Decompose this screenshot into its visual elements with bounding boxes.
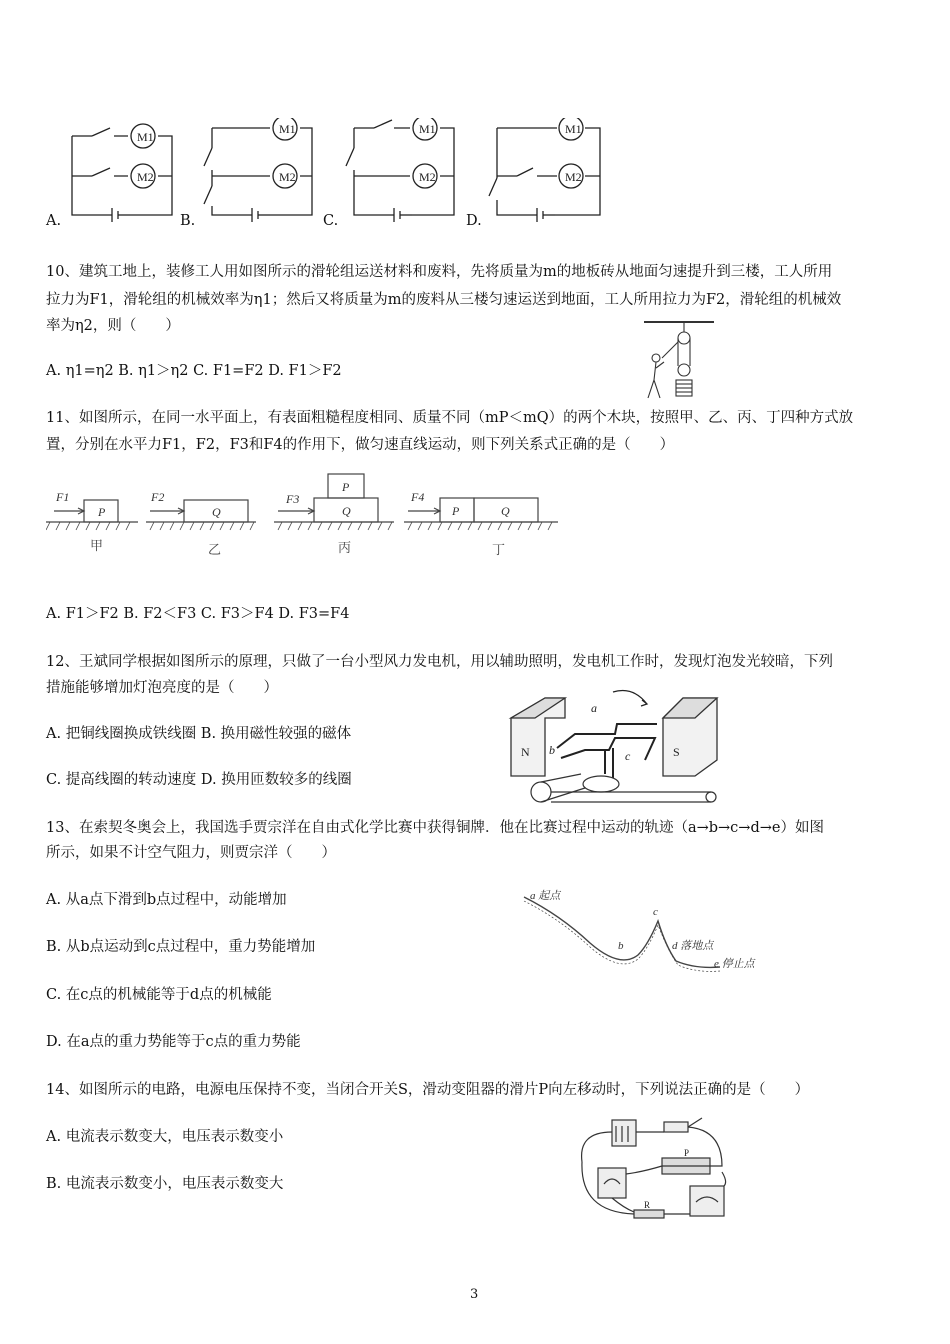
point-a-start-label: a 起点 [530,890,561,902]
label-bing: 丙 [338,540,352,555]
q14-option-b: B. 电流表示数变小，电压表示数变大 [46,1176,284,1192]
point-b-label: b [549,743,555,757]
circuit-a [72,124,172,222]
page-number: 3 [470,1287,479,1302]
circuit-c [346,118,454,222]
q12-text-line2: 措施能够增加灯泡亮度的是（ ） [46,680,278,696]
q12-text-line1: 12、王斌同学根据如图所示的原理，只做了一台小型风力发电机，用以辅助照明，发电机工作时，发现灯泡发光较暗，下列 [46,654,833,670]
f3-label: F3 [286,492,300,506]
circuit-b [204,118,312,222]
q9-option-a: A. [46,213,62,229]
circuit-d [489,118,600,222]
q11-text-line1: 11、如图所示，在同一水平面上，有表面粗糙程度相同、质量不同（mP＜mQ）的两个木块，按照甲、乙、丙、丁四种方式放 [46,410,854,426]
q13-text-line1: 13、在索契冬奥会上，我国选手贾宗洋在自由式化学比赛中获得铜牌．他在比赛过程中运动的轨迹（a→b→c→d→e）如图 [46,820,824,836]
q9-option-d: D. [466,213,482,229]
label-jia: 甲 [90,538,104,553]
q13-option-b: B. 从b点运动到c点过程中，重力势能增加 [46,939,316,955]
q10-pulley-figure [640,318,718,402]
m2-label: M2 [565,170,582,184]
q12-option-cd: C. 提高线圈的转动速度 D. 换用匝数较多的线圈 [46,772,352,788]
block-p-label: P [452,504,460,518]
block-q-label: Q [342,504,351,518]
q14-circuit-figure [572,1112,734,1232]
q13-trajectory-figure [520,885,780,980]
point-c-label: c [653,906,658,918]
point-a-label: a [591,701,597,715]
m2-label: M2 [137,170,154,184]
resistor-r-label: R [644,1200,651,1210]
q12-generator-figure [505,688,723,806]
q10-text-line1: 10、建筑工地上，装修工人用如图所示的滑轮组运送材料和废料，先将质量为m的地板砖从地面匀速提升到三楼，工人所用 [46,264,833,280]
q9-option-b: B. [180,213,196,229]
q13-option-a: A. 从a点下滑到b点过程中，动能增加 [46,892,287,908]
q9-option-c: C. [323,213,339,229]
f2-label: F2 [151,490,165,504]
q11-text-line2: 置，分别在水平力F1，F2，F3和F4的作用下，做匀速直线运动，则下列关系式正确的是（ ） [46,437,675,453]
q12-option-ab: A. 把铜线圈换成铁线圈 B. 换用磁性较强的磁体 [46,726,352,742]
q11-block-figure [46,466,561,571]
m2-label: M2 [419,170,436,184]
q13-text-line2: 所示，如果不计空气阻力，则贾宗洋（ ） [46,845,336,861]
block-p-label: P [98,505,106,519]
q10-text-line3: 率为η2，则（ ） [46,318,180,334]
m1-label: M1 [279,122,296,136]
q14-option-a: A. 电流表示数变大，电压表示数变小 [46,1129,284,1145]
block-q-label: Q [501,504,510,518]
f1-label: F1 [56,490,70,504]
magnet-s-label: S [673,745,680,759]
slider-p-label: P [684,1148,690,1158]
q13-option-c: C. 在c点的机械能等于d点的机械能 [46,987,272,1003]
point-b-label: b [618,940,624,952]
q14-text-line1: 14、如图所示的电路，电源电压保持不变，当闭合开关S，滑动变阻器的滑片P向左移动时，下列说法正确的是（ ） [46,1082,810,1098]
q13-option-d: D. 在a点的重力势能等于c点的重力势能 [46,1034,301,1050]
m1-label: M1 [565,122,582,136]
block-p-label: P [342,480,350,494]
point-d-landing-label: d 落地点 [672,940,714,952]
block-q-label: Q [212,505,221,519]
point-e-stop-label: e 停止点 [714,958,755,970]
f4-label: F4 [411,490,425,504]
m1-label: M1 [137,130,154,144]
label-yi: 乙 [208,542,222,557]
magnet-n-label: N [521,745,530,759]
label-ding: 丁 [492,542,506,557]
m1-label: M1 [419,122,436,136]
m2-label: M2 [279,170,296,184]
q10-text-line2: 拉力为F1，滑轮组的机械效率为η1；然后又将质量为m的废料从三楼匀速运送到地面，工人所用拉力为F2，滑轮组的机械效 [46,292,842,308]
q11-options: A. F1＞F2 B. F2＜F3 C. F3＞F4 D. F3=F4 [46,606,350,622]
point-c-label: c [625,749,631,763]
q10-options: A. η1=η2 B. η1＞η2 C. F1=F2 D. F1＞F2 [46,363,342,379]
